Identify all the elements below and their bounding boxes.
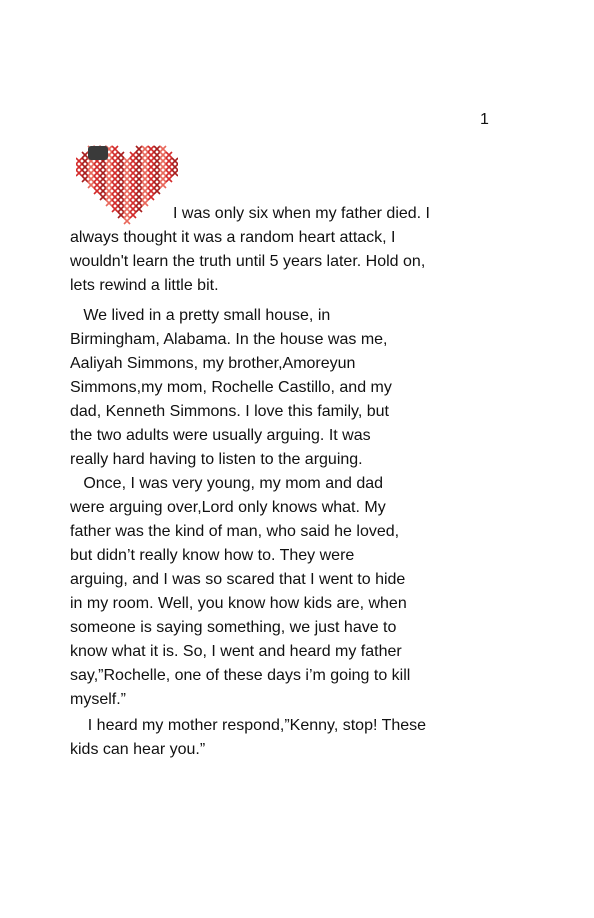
text-line: father was the kind of man, who said he loved, [70,523,400,540]
text-line: always thought it was a random heart attack, I [70,229,396,246]
text-line: I was only six when my father died. I [173,205,430,222]
text-line: but didn’t really know how to. They were [70,547,355,564]
text-line: Aaliyah Simmons, my brother,Amoreyun [70,355,356,372]
text-line: We lived in a pretty small house, in [70,307,331,324]
text-line: know what it is. So, I went and heard my father [70,643,402,660]
text-line: I heard my mother respond,”Kenny, stop! These [70,717,427,734]
text-line: the two adults were usually arguing. It was [70,427,371,444]
text-line: in my room. Well, you know how kids are, when [70,595,407,612]
text-line: lets rewind a little bit. [70,277,219,294]
text-line: really hard having to listen to the arguing. [70,451,363,468]
text-line: myself.” [70,691,126,708]
heart-button-accent [88,146,108,160]
text-line: Once, I was very young, my mom and dad [70,475,384,492]
page-number: 1 [480,111,489,128]
text-line: say,”Rochelle, one of these days i’m going to kill [70,667,411,684]
text-line: Simmons,my mom, Rochelle Castillo, and my [70,379,392,396]
text-line: kids can hear you.” [70,741,206,758]
text-line: were arguing over,Lord only knows what. My [70,499,386,516]
text-line: wouldn't learn the truth until 5 years later. Hold on, [70,253,426,270]
text-line: someone is saying something, we just have to [70,619,397,636]
cross-stitch-heart-icon [76,142,178,226]
text-line: Birmingham, Alabama. In the house was me, [70,331,388,348]
text-line: arguing, and I was so scared that I went to hide [70,571,406,588]
text-line: dad, Kenneth Simmons. I love this family, but [70,403,389,420]
